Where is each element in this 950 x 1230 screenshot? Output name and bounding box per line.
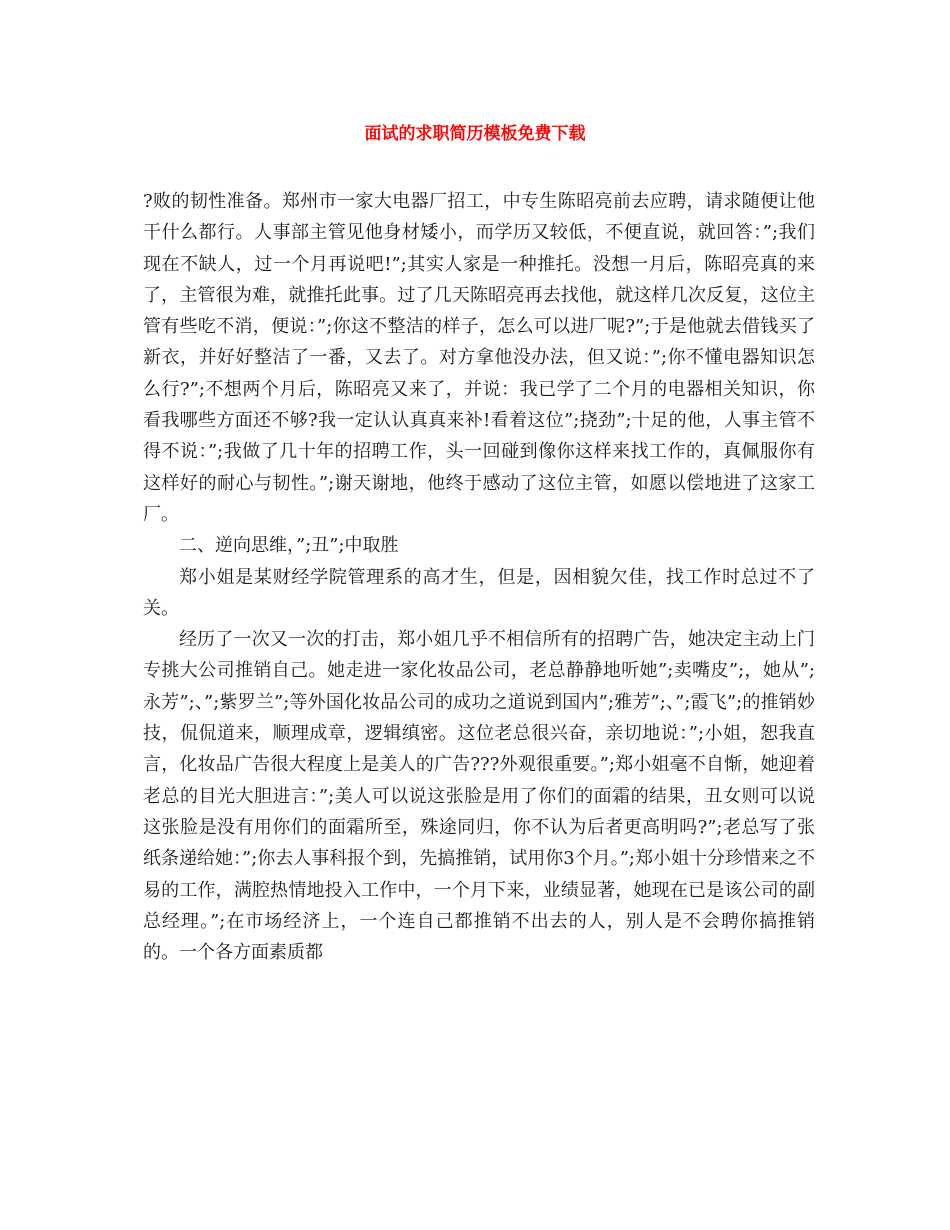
document-title: 面试的求职简历模板免费下载 (364, 124, 586, 144)
paragraph-story-continuation: ?败的韧性准备。郑州市一家大电器厂招工，中专生陈昭亮前去应聘，请求随便让他干什么都行。人事部主管见他身材矮小，而学历又较低，不便直说，就回答：”;我们现在不缺人，过一个月再说吧!”;其实人家是一种推托。没想一月后，陈昭亮真的来了，主管很为难，就推托此事。过了几天陈昭亮再去找他，就这样几次反复，这位主管有些吃不消，便说：”;你这不整洁的样子，怎么可以进厂呢?”;于是他就去借钱买了新衣，并好好整洁了一番，又去了。对方拿他没办法，但又说：”;你不懂电器知识怎么行?”;不想两个月后，陈昭亮又来了，并说：我已学了二个月的电器相关知识，你看我哪些方面还不够?我一定认认真真来补!看着这位”;挠劲”;十足的他，人事主管不得不说：”;我做了几十年的招聘工作，头一回碰到像你这样来找工作的，真佩服你有这样好的耐心与韧性。”;谢天谢地，他终于感动了这位主管，如愿以偿地进了这家工厂。 (143, 191, 815, 525)
section-heading: 二、逆向思维，”;丑”;中取胜 (179, 535, 399, 557)
document-body (143, 186, 815, 968)
paragraph-story: 经历了一次又一次的打击，郑小姐几乎不相信所有的招聘广告，她决定主动上门专挑大公司推销自己。她走进一家化妆品公司，老总静静地听她”;卖嘴皮”;，她从”;永芳”;、”;紫罗兰”;等外国化妆品公司的成功之道说到国内”;雅芳”;、”;霞飞”;的推销妙技，侃侃道来，顺理成章，逻辑缜密。这位老总很兴奋，亲切地说：”;小姐，恕我直言，化妆品广告很大程度上是美人的广告???外观很重要。”;郑小姐毫不自惭，她迎着老总的目光大胆进言：”;美人可以说这张脸是用了你们的面霜的结果，丑女则可以说这张脸是没有用你们的面霜所至，殊途同归，你不认为后者更高明吗?”;老总写了张纸条递给她：”;你去人事科报个到，先搞推销，试用你3个月。”;郑小姐十分珍惜来之不易的工作，满腔热情地投入工作中，一个月下来，业绩显著，她现在已是该公司的副总经理。”;在市场经济上，一个连自己都推销不出去的人，别人是不会聘你搞推销的。一个各方面素质都 (143, 629, 815, 964)
paragraph-intro: 郑小姐是某财经学院管理系的高才生，但是，因相貌欠佳，找工作时总过不了关。 (143, 566, 815, 619)
